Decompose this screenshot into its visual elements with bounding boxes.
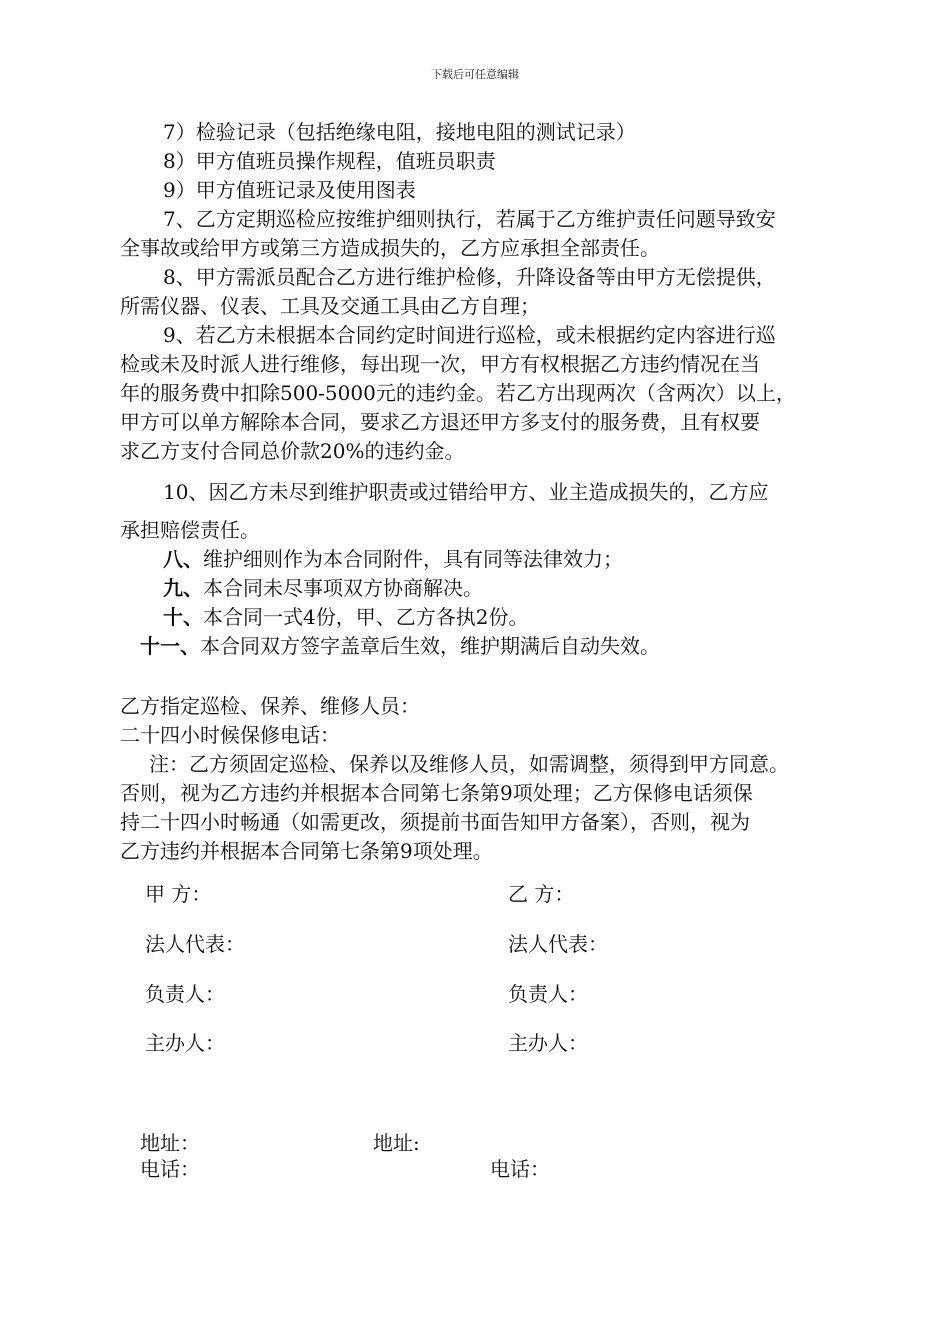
note-line-3: 持二十四小时畅通（如需更改，须提前书面告知甲方备案），否则，视为 — [120, 810, 750, 834]
clause-8 — [120, 263, 865, 321]
clause-10 — [120, 478, 865, 545]
phone-b-label: 电话： — [490, 1157, 550, 1181]
phone-a-label: 电话： — [140, 1157, 200, 1181]
item-7: 7）检验记录（包括绝缘电阻，接地电阻的测试记录） — [163, 120, 636, 144]
article-11-number: 十一、 — [140, 634, 200, 658]
note-line-1: 注：乙方须固定巡检、保养以及维修人员，如需调整，须得到甲方同意。 — [149, 752, 789, 776]
legal-rep-b-label: 法人代表： — [508, 932, 608, 956]
note-block — [120, 750, 865, 866]
item-9: 9）甲方值班记录及使用图表 — [163, 178, 416, 202]
clause-7-line-1: 7、乙方定期巡检应按维护细则执行，若属于乙方维护责任问题导致安 — [163, 207, 776, 231]
responsible-b-label: 负责人： — [508, 982, 588, 1006]
article-8 — [120, 545, 865, 574]
article-11-text: 本合同双方签字盖章后生效，维护期满后自动失效。 — [200, 634, 660, 658]
item-8: 8）甲方值班员操作规程，值班员职责 — [163, 149, 496, 173]
clause-9-line-5: 求乙方支付合同总价款20%的违约金。 — [120, 439, 465, 463]
designated-staff: 乙方指定巡检、保养、维修人员： — [120, 694, 420, 718]
clause-7-line-2: 全事故或给甲方或第三方造成损失的，乙方应承担全部责任。 — [120, 236, 660, 260]
header-note: 下载后可任意编辑 — [431, 68, 519, 81]
clause-9-line-3: 年的服务费中扣除500-5000元的违约金。若乙方出现两次（含两次）以上， — [120, 381, 796, 405]
article-10-text: 本合同一式4份，甲、乙方各执2份。 — [203, 605, 529, 629]
article-9 — [120, 574, 865, 603]
party-b-label: 乙 方： — [508, 882, 575, 906]
article-9-text: 本合同未尽事项双方协商解决。 — [203, 576, 483, 600]
article-8-number: 八、 — [163, 547, 203, 571]
article-10 — [120, 603, 865, 632]
article-10-number: 十、 — [163, 605, 203, 629]
repair-hotline: 二十四小时候保修电话： — [120, 723, 340, 747]
contact-block — [120, 692, 865, 750]
note-line-4: 乙方违约并根据本合同第七条第9项处理。 — [120, 839, 493, 863]
address-a-label: 地址： — [140, 1131, 200, 1155]
organizer-b-label: 主办人： — [508, 1031, 588, 1055]
article-11 — [120, 632, 865, 661]
clause-9-line-4: 甲方可以单方解除本合同，要求乙方退还甲方多支付的服务费，且有权要 — [120, 410, 760, 434]
article-8-text: 维护细则作为本合同附件，具有同等法律效力； — [203, 547, 623, 571]
clause-7 — [120, 205, 865, 263]
address-b-label: 地址: — [373, 1131, 420, 1155]
clause-9-line-2: 检或未及时派人进行维修，每出现一次，甲方有权根据乙方违约情况在当 — [120, 352, 760, 376]
legal-rep-a-label: 法人代表： — [145, 932, 245, 956]
clause-8-line-2: 所需仪器、仪表、工具及交通工具由乙方自理； — [120, 294, 540, 318]
organizer-a-label: 主办人： — [145, 1031, 225, 1055]
note-line-2: 否则，视为乙方违约并根据本合同第七条第9项处理；乙方保修电话须保 — [120, 781, 753, 805]
clause-9 — [120, 321, 865, 466]
clause-10-line-1: 10、因乙方未尽到维护职责或过错给甲方、业主造成损失的，乙方应 — [163, 480, 769, 504]
article-9-number: 九、 — [163, 576, 203, 600]
clause-8-line-1: 8、甲方需派员配合乙方进行维护检修，升降设备等由甲方无偿提供， — [163, 265, 776, 289]
clause-9-line-1: 9、若乙方未根据本合同约定时间进行巡检，或未根据约定内容进行巡 — [163, 323, 776, 347]
responsible-a-label: 负责人： — [145, 982, 225, 1006]
party-a-label: 甲 方： — [145, 882, 212, 906]
clause-10-line-2: 承担赔偿责任。 — [120, 518, 260, 542]
document-body — [120, 118, 865, 866]
